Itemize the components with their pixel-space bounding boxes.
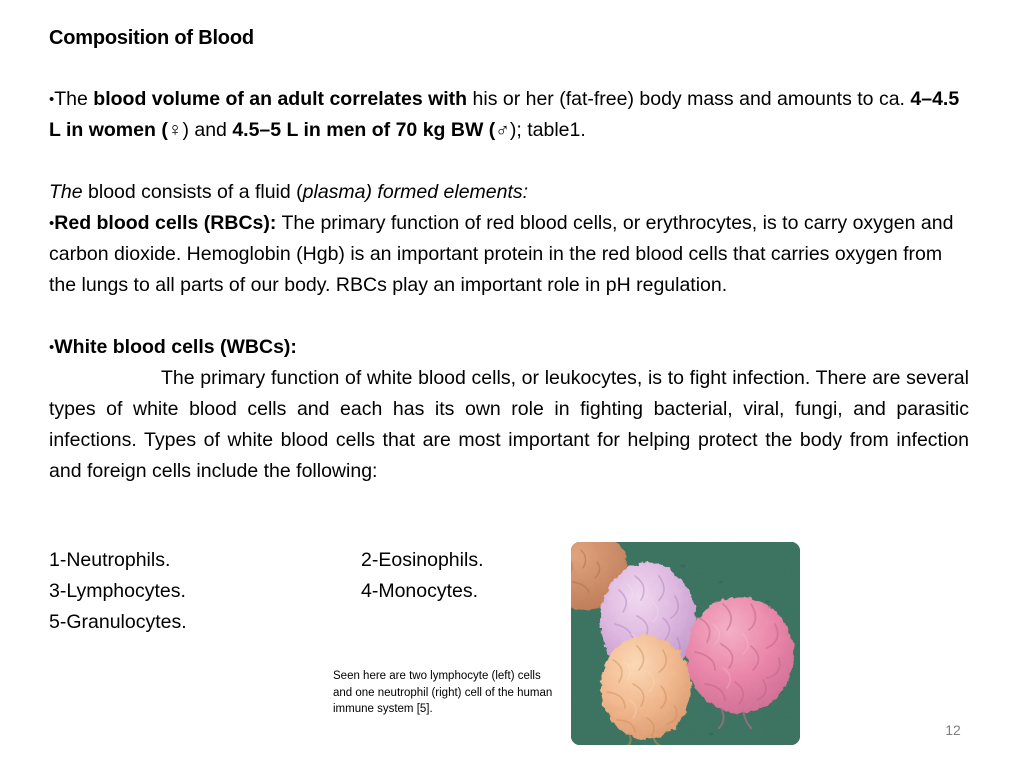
blood-volume-lead: The <box>54 88 94 110</box>
plasma-plain-1: blood consists of a fluid ( <box>82 181 303 203</box>
wbc-label: White blood cells (WBCs): <box>54 336 297 358</box>
plasma-italic-1: The <box>49 181 83 203</box>
leukocyte-item-4: 4-Monocytes. <box>361 580 479 602</box>
list-item <box>49 607 569 638</box>
blood-volume-plain-2: ) and <box>182 119 233 141</box>
wbc-body: The primary function of white blood cells, or leukocytes, is to fight infection. There are several types of white blood cells and each has its own role in fighting bacterial, viral, fungi, and parasitic infections. Types of white blood cells that are most important for helping protect the body from infection and foreign cells include the following: <box>49 367 969 482</box>
leukocyte-item-5: 5-Granulocytes. <box>49 611 187 633</box>
paragraph-red-blood-cells <box>49 208 969 301</box>
list-item <box>49 545 569 576</box>
blood-volume-bold-1: blood volume of an adult correlates with <box>93 88 468 110</box>
rbc-body: The primary function of red blood cells, or erythrocytes, is to carry oxygen and carbon dioxide. Hemoglobin (Hgb) is an important protein in the red blood cells that carries oxygen from the lungs to all parts of our body. RBCs play an important role in pH regulation. <box>49 212 954 296</box>
bullet-icon: • <box>49 339 55 356</box>
figure-caption: Seen here are two lymphocyte (left) cells and one neutrophil (right) cell of the human immune system [5]. <box>333 670 553 715</box>
paragraph-plasma-definition <box>49 177 969 208</box>
leukocyte-item-1: 1-Neutrophils. <box>49 549 171 571</box>
blood-volume-bold-2: 4–4.5 L in women (♀ <box>49 88 960 141</box>
paragraph-white-blood-cells-heading <box>49 332 969 363</box>
white-blood-cell-micrograph <box>571 542 800 745</box>
leukocyte-item-3: 3-Lymphocytes. <box>49 580 186 602</box>
slide-body-text <box>49 84 969 487</box>
plasma-italic-2: plasma) formed elements: <box>302 181 529 203</box>
paragraph-blood-volume <box>49 84 969 146</box>
bullet-icon: • <box>49 91 55 108</box>
page-title: Composition of Blood <box>49 27 254 49</box>
leukocyte-item-6 <box>361 607 569 638</box>
blood-volume-plain-3: ); table1. <box>509 119 586 141</box>
blood-volume-bold-3: 4.5–5 L in men of 70 kg BW (♂ <box>232 119 510 141</box>
bullet-icon: • <box>49 215 55 232</box>
list-item <box>49 576 569 607</box>
page-number: 12 <box>945 722 961 738</box>
leukocyte-item-2: 2-Eosinophils. <box>361 549 484 571</box>
blood-volume-plain-1: his or her (fat-free) body mass and amounts to ca. <box>467 88 911 110</box>
micrograph-illustration <box>571 542 800 745</box>
paragraph-white-blood-cells-body <box>49 363 969 487</box>
leukocyte-type-list <box>49 545 569 638</box>
rbc-label: Red blood cells (RBCs): <box>54 212 277 234</box>
